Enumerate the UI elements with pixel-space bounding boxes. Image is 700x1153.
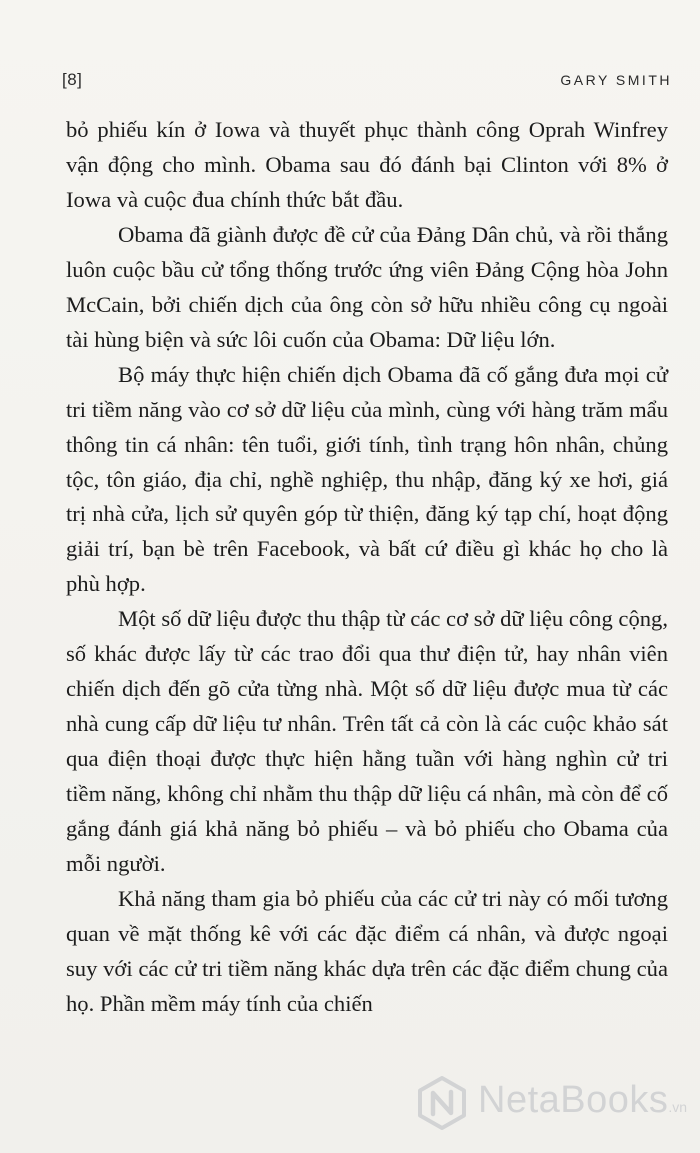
paragraph-2: Obama đã giành được đề cử của Đảng Dân chủ, và rồi thắng luôn cuộc bầu cử tổng thống trước ứng viên Đảng Cộng hòa John McCain, bởi chiến dịch của ông còn sở hữu nhiều công cụ ngoài tài hùng biện và sức lôi cuốn của Obama: Dữ liệu lớn. — [66, 221, 668, 352]
paragraph-3: Bộ máy thực hiện chiến dịch Obama đã cố gắng đưa mọi cử tri tiềm năng vào cơ sở dữ liệu của mình, cùng với hàng trăm mẩu thông tin cá nhân: tên tuổi, giới tính, tình trạng hôn nhân, chủng tộc, tôn giáo, địa chỉ, nghề nghiệp, thu nhập, đăng ký xe hơi, giá trị nhà cửa, lịch sử quyên góp từ thiện, đăng ký tạp chí, hoạt động giải trí, bạn bè trên Facebook, và bất cứ điều gì khác họ cho là phù hợp. — [66, 361, 668, 597]
body-text — [66, 113, 668, 1022]
page-header — [62, 70, 672, 92]
page-number: [8] — [62, 70, 83, 89]
paragraph-5: Khả năng tham gia bỏ phiếu của các cử tri này có mối tương quan về mặt thống kê với các đặc điểm cá nhân, và được ngoại suy với các cử tri tiềm năng khác dựa trên các đặc điểm chung của họ. Phần mềm máy tính của chiến — [66, 885, 668, 1016]
watermark-brand — [478, 1079, 687, 1122]
paragraph-1: bỏ phiếu kín ở Iowa và thuyết phục thành công Oprah Winfrey vận động cho mình. Obama sau đó đánh bại Clinton với 8% ở Iowa và cuộc đua chính thức bắt đầu. — [66, 117, 668, 212]
paragraph-4: Một số dữ liệu được thu thập từ các cơ sở dữ liệu công cộng, số khác được lấy từ các trao đổi qua thư điện tử, hay nhân viên chiến dịch đến gõ cửa từng nhà. Một số dữ liệu được mua từ các nhà cung cấp dữ liệu tư nhân. Trên tất cả còn là các cuộc khảo sát qua điện thoại được thực hiện hằng tuần với hàng nghìn cử tri tiềm năng, không chỉ nhằm thu thập dữ liệu cá nhân, mà còn để cố gắng đánh giá khả năng bỏ phiếu – và bỏ phiếu cho Obama của mỗi người. — [66, 606, 668, 877]
netabooks-logo-icon — [414, 1075, 470, 1131]
watermark-brand-name: NetaBooks — [478, 1079, 669, 1121]
watermark-suffix: .vn — [668, 1099, 688, 1115]
running-head-author: GARY SMITH — [560, 72, 672, 88]
watermark — [414, 1071, 688, 1135]
